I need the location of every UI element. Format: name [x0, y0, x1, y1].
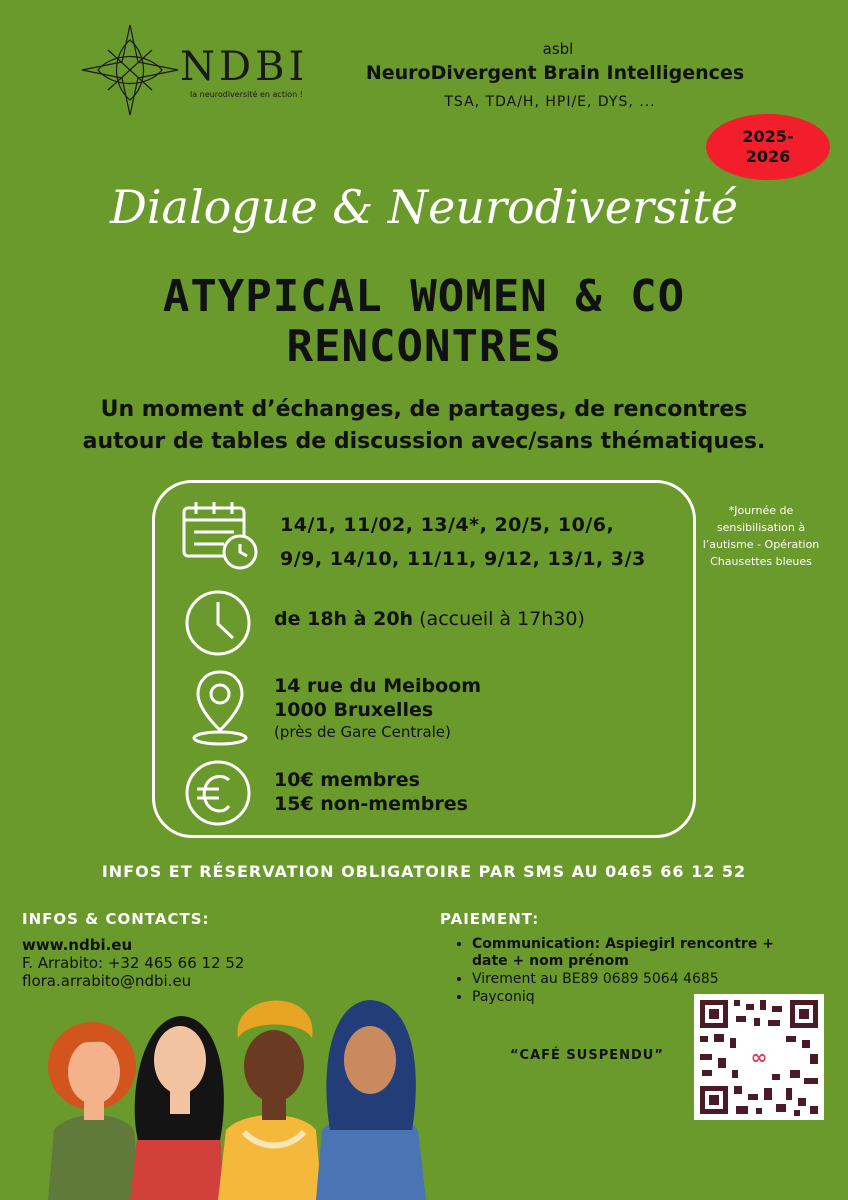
main-title-line1: ATYPICAL WOMEN & CO [162, 271, 686, 322]
badge-line2: 2026 [745, 147, 791, 166]
svg-text:∞: ∞ [750, 1045, 768, 1069]
payment-item-payconiq: • Payconiq [472, 989, 802, 1006]
payment-heading: PAIEMENT: [440, 910, 540, 928]
calendar-icon [180, 500, 260, 572]
payment-item-transfer: • Virement au BE89 0689 5064 4685 [472, 971, 802, 988]
time-range: de 18h à 20h [274, 608, 414, 630]
address-line2: 1000 Bruxelles [274, 699, 434, 721]
euro-icon [183, 758, 253, 828]
asbl-label: asbl [542, 40, 574, 58]
phone-line: F. Arrabito: +32 465 66 12 52 [22, 954, 245, 972]
dates-line1: 14/1, 11/02, 13/4*, 20/5, 10/6, [280, 514, 615, 536]
script-title: Dialogue & Neurodiversité [109, 180, 739, 234]
address [274, 674, 481, 722]
price-info [274, 768, 468, 816]
cafe-suspendu: “CAFÉ SUSPENDU” [510, 1048, 664, 1063]
dates-list [280, 508, 646, 576]
main-title [0, 272, 848, 372]
subtitle [30, 394, 818, 458]
subtitle-line2: autour de tables de discussion avec/sans thématiques. [82, 429, 766, 454]
year-badge [706, 114, 830, 180]
subtitle-line1: Un moment d’échanges, de partages, de rencontres [100, 397, 748, 422]
time-info [274, 608, 585, 630]
contacts-heading: INFOS & CONTACTS: [22, 910, 210, 928]
price-members: 10€ membres [274, 769, 420, 791]
address-line1: 14 rue du Meiboom [274, 675, 482, 697]
email-link[interactable]: flora.arrabito@ndbi.eu [22, 972, 192, 990]
org-name: NeuroDivergent Brain Intelligences [365, 62, 745, 84]
address-note: (près de Gare Centrale) [274, 723, 451, 741]
clock-icon [183, 588, 253, 658]
badge-line1: 2025- [742, 127, 794, 146]
website-link[interactable]: www.ndbi.eu [22, 936, 133, 954]
main-title-line2: RENCONTRES [286, 321, 562, 372]
payment-item-communication: • Communication: Aspiegirl rencontre + date + nom prénom [472, 936, 802, 970]
women-illustration [30, 980, 470, 1200]
dates-line2: 9/9, 14/10, 11/11, 9/12, 13/1, 3/3 [280, 548, 646, 570]
logo-tagline: la neurodiversité en action ! [190, 90, 303, 99]
qr-code[interactable] [694, 994, 824, 1120]
location-pin-icon [188, 668, 252, 748]
reservation-line: INFOS ET RÉSERVATION OBLIGATOIRE PAR SMS AU 0465 66 12 52 [101, 862, 747, 881]
time-note: (accueil à 17h30) [413, 608, 585, 630]
price-nonmembers: 15€ non-membres [274, 793, 468, 815]
tags-line: TSA, TDA/H, HPI/E, DYS, ... [444, 94, 656, 110]
footnote: *Journée de sensibilisation à l’autisme - Opération Chausettes bleues [702, 504, 820, 568]
logo-text: NDBI [180, 44, 309, 90]
